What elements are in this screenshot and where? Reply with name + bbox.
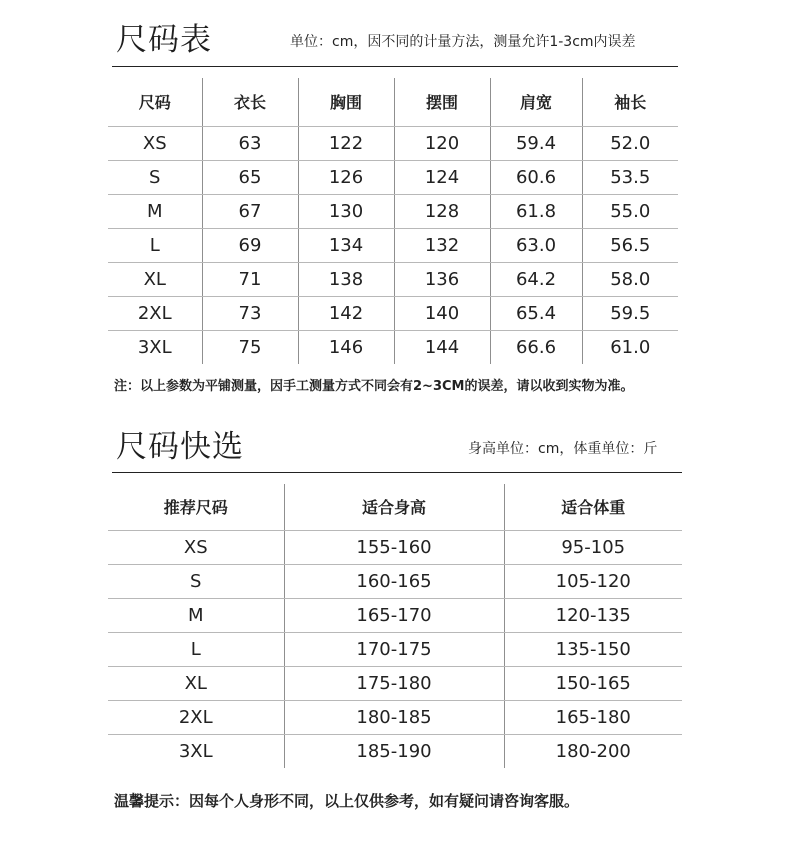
cell-weight: 150-165 xyxy=(504,666,682,700)
cell-hem: 128 xyxy=(394,194,490,228)
size-pick-title: 尺码快选 xyxy=(116,429,244,465)
cell-sleeve: 53.5 xyxy=(582,160,678,194)
cell-length: 73 xyxy=(202,296,298,330)
cell-weight: 165-180 xyxy=(504,700,682,734)
size-pick-header-row xyxy=(108,484,682,530)
size-chart-footnote: 注：以上参数为平铺测量，因手工测量方式不同会有2~3CM的误差，请以收到实物为准。 xyxy=(114,379,634,394)
table-row xyxy=(108,564,682,598)
header-length: 衣长 xyxy=(202,78,298,126)
table-row xyxy=(108,194,678,228)
cell-size: XL xyxy=(108,666,284,700)
cell-size: 2XL xyxy=(108,700,284,734)
table-row xyxy=(108,530,682,564)
header-sleeve: 袖长 xyxy=(582,78,678,126)
table-row xyxy=(108,262,678,296)
cell-length: 65 xyxy=(202,160,298,194)
cell-sleeve: 55.0 xyxy=(582,194,678,228)
cell-chest: 122 xyxy=(298,126,394,160)
cell-height: 175-180 xyxy=(284,666,504,700)
cell-shoulder: 63.0 xyxy=(490,228,582,262)
size-chart-header-row xyxy=(108,78,678,126)
cell-sleeve: 59.5 xyxy=(582,296,678,330)
header-height: 适合身高 xyxy=(284,484,504,530)
cell-size: S xyxy=(108,160,202,194)
size-pick-unit-note: 身高单位：cm，体重单位：斤 xyxy=(468,441,658,457)
header-size: 尺码 xyxy=(108,78,202,126)
table-row xyxy=(108,330,678,364)
cell-size: 3XL xyxy=(178,740,213,762)
table-row xyxy=(108,632,682,666)
cell-size: M xyxy=(108,598,284,632)
size-chart-title: 尺码表 xyxy=(116,22,212,58)
cell-height: 160-165 xyxy=(284,564,504,598)
cell-weight: 135-150 xyxy=(504,632,682,666)
cell-height: 165-170 xyxy=(284,598,504,632)
cell-height: 180-185 xyxy=(284,700,504,734)
size-chart-divider xyxy=(112,66,678,67)
table-row xyxy=(108,126,678,160)
cell-shoulder: 61.8 xyxy=(490,194,582,228)
cell-weight: 180-200 xyxy=(504,734,682,768)
cell-shoulder: 60.6 xyxy=(490,160,582,194)
cell-size: L xyxy=(108,228,202,262)
cell-weight: 95-105 xyxy=(504,530,682,564)
cell-length: 71 xyxy=(202,262,298,296)
cell-chest: 146 xyxy=(298,330,394,364)
cell-hem: 132 xyxy=(394,228,490,262)
cell-length: 63 xyxy=(202,126,298,160)
cell-shoulder: 64.2 xyxy=(490,262,582,296)
cell-sleeve: 58.0 xyxy=(582,262,678,296)
size-chart-table xyxy=(108,78,678,364)
cell-size: XS xyxy=(108,126,202,160)
table-row xyxy=(108,734,682,768)
cell-size: XS xyxy=(108,530,284,564)
cell-hem: 120 xyxy=(394,126,490,160)
cell-length: 67 xyxy=(202,194,298,228)
cell-size: 2XL xyxy=(108,296,202,330)
cell-size: L xyxy=(108,632,284,666)
cell-size: 3XL xyxy=(137,336,172,358)
cell-shoulder: 66.6 xyxy=(490,330,582,364)
size-chart-unit-note: 单位：cm，因不同的计量方法，测量允许1-3cm内误差 xyxy=(290,34,636,50)
cell-shoulder: 59.4 xyxy=(490,126,582,160)
size-pick-footnote: 温馨提示：因每个人身形不同，以上仅供参考，如有疑问请咨询客服。 xyxy=(114,792,580,810)
cell-chest: 130 xyxy=(298,194,394,228)
cell-size: S xyxy=(108,564,284,598)
size-pick-table xyxy=(108,484,682,768)
cell-chest: 142 xyxy=(298,296,394,330)
cell-sleeve: 61.0 xyxy=(582,330,678,364)
cell-hem: 136 xyxy=(394,262,490,296)
header-hem: 摆围 xyxy=(394,78,490,126)
cell-height: 155-160 xyxy=(284,530,504,564)
cell-length: 75 xyxy=(202,330,298,364)
header-shoulder: 肩宽 xyxy=(490,78,582,126)
cell-sleeve: 52.0 xyxy=(582,126,678,160)
table-row xyxy=(108,598,682,632)
cell-height: 185-190 xyxy=(284,734,504,768)
cell-height: 170-175 xyxy=(284,632,504,666)
cell-weight: 120-135 xyxy=(504,598,682,632)
cell-chest: 134 xyxy=(298,228,394,262)
header-weight: 适合体重 xyxy=(504,484,682,530)
cell-chest: 126 xyxy=(298,160,394,194)
table-row xyxy=(108,700,682,734)
header-chest: 胸围 xyxy=(298,78,394,126)
cell-hem: 124 xyxy=(394,160,490,194)
cell-sleeve: 56.5 xyxy=(582,228,678,262)
table-row xyxy=(108,160,678,194)
table-row xyxy=(108,228,678,262)
header-recommended-size: 推荐尺码 xyxy=(108,484,284,530)
cell-chest: 138 xyxy=(298,262,394,296)
cell-size: M xyxy=(108,194,202,228)
cell-hem: 144 xyxy=(394,330,490,364)
cell-hem: 140 xyxy=(394,296,490,330)
size-pick-divider xyxy=(112,472,682,473)
table-row xyxy=(108,666,682,700)
cell-length: 69 xyxy=(202,228,298,262)
cell-shoulder: 65.4 xyxy=(490,296,582,330)
cell-weight: 105-120 xyxy=(504,564,682,598)
cell-size: XL xyxy=(108,262,202,296)
table-row xyxy=(108,296,678,330)
